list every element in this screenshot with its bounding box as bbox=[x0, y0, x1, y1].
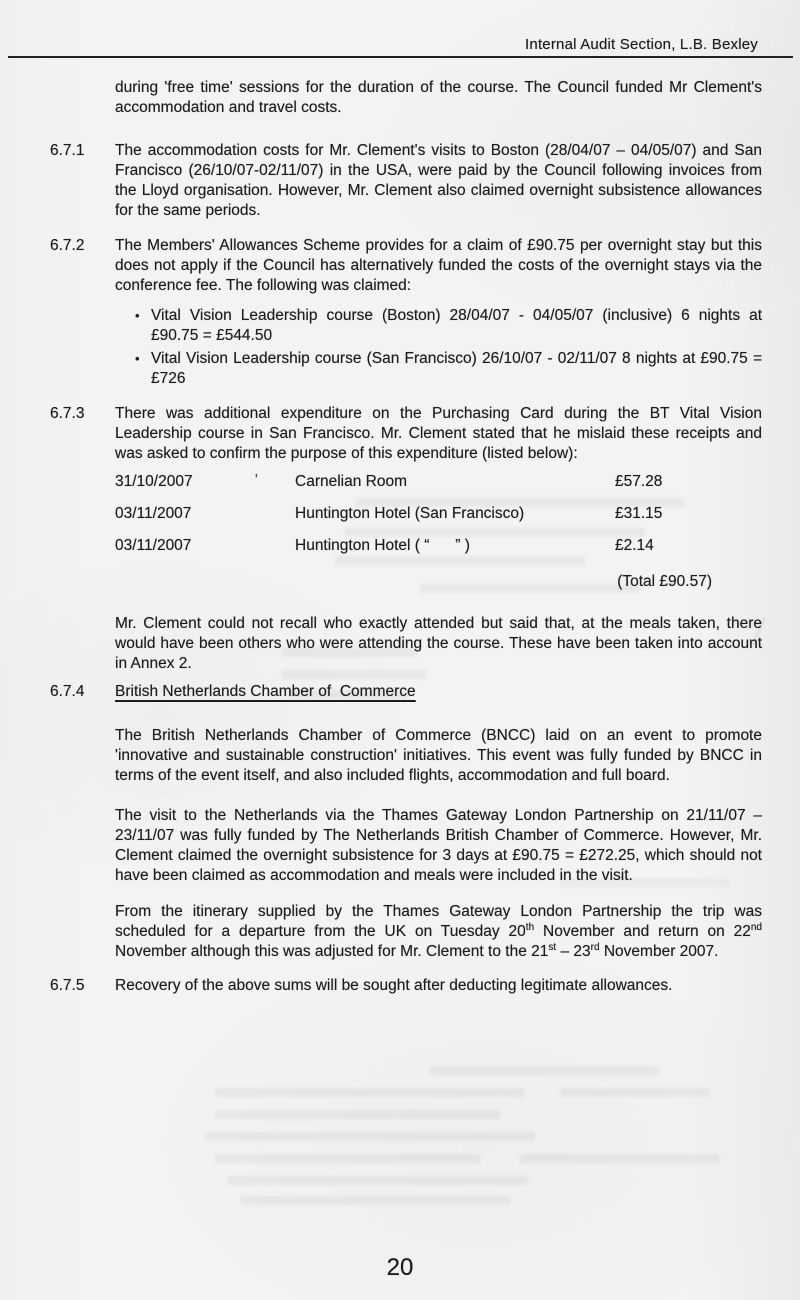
section-number-empty bbox=[50, 614, 115, 674]
intro-paragraph: during 'free time' sessions for the duration of the course. The Council funded Mr Clement's accommodation and travel costs. bbox=[115, 79, 762, 116]
section-paragraph: There was additional expenditure on the Purchasing Card during the BT Vital Vision Leadership course in San Francisco. Mr. Clement stated that he mislaid these receipts and was asked to confirm the purpose of this expenditure (listed below): bbox=[115, 405, 762, 462]
expense-amount: £57.28 bbox=[615, 473, 663, 490]
section-6-7-1 bbox=[50, 141, 762, 221]
section-6-7-2 bbox=[50, 236, 762, 296]
ordinal-superscript: nd bbox=[750, 921, 762, 933]
section-number: 6.7.1 bbox=[50, 142, 85, 159]
expense-amount: £2.14 bbox=[615, 537, 654, 554]
text-run: From the itinerary supplied by the Thames Gateway London Partnership the trip was scheduled for a departure from the UK on Tuesday 20 bbox=[115, 903, 762, 940]
expense-table-row-wrap bbox=[50, 472, 762, 614]
section-6-7-5 bbox=[50, 976, 762, 996]
section-number-empty bbox=[50, 902, 115, 962]
bncc-paragraph: The British Netherlands Chamber of Commerce (BNCC) laid on an event to promote 'innovative and sustainable construction' initiatives. This event was fully funded by BNCC in terms of the event itself, and also included flights, accommodation and full board. bbox=[115, 727, 762, 784]
claims-bullet-list bbox=[115, 306, 762, 392]
bullet-icon: • bbox=[135, 308, 140, 323]
scan-artifact-mark: ' bbox=[255, 471, 258, 488]
expense-description: Huntington Hotel ( “ ” ) bbox=[295, 537, 470, 554]
section-number-empty bbox=[50, 78, 115, 118]
expense-description: Carnelian Room bbox=[295, 473, 407, 490]
section-number-empty bbox=[50, 726, 115, 786]
section-paragraph: The Members' Allowances Scheme provides for a claim of £90.75 per overnight stay but this does not apply if the Council has alternatively funded the costs of the overnight stays via the conference fee. The following was claimed: bbox=[115, 237, 762, 294]
section-6-7-3-note bbox=[50, 614, 762, 674]
expense-date: 31/10/2007 bbox=[115, 473, 193, 490]
section-number: 6.7.3 bbox=[50, 405, 85, 422]
text-run: – 23 bbox=[556, 943, 591, 960]
page-number: 20 bbox=[386, 1254, 414, 1281]
itinerary-paragraph bbox=[115, 902, 762, 962]
bncc-paragraph-row bbox=[50, 726, 762, 786]
page-header bbox=[0, 0, 800, 58]
table-row bbox=[115, 472, 762, 492]
itinerary-paragraph-row bbox=[50, 902, 762, 962]
bullet-text: Vital Vision Leadership course (San Francisco) 26/10/07 - 02/11/07 8 nights at £90.75 = £726 bbox=[151, 350, 762, 387]
section-number-empty bbox=[50, 472, 115, 614]
section-number: 6.7.4 bbox=[50, 683, 85, 700]
section-number-empty bbox=[50, 306, 115, 392]
document-body bbox=[50, 78, 762, 996]
ordinal-superscript: st bbox=[548, 941, 557, 953]
section-number: 6.7.2 bbox=[50, 237, 85, 254]
section-paragraph: Recovery of the above sums will be sought after deducting legitimate allowances. bbox=[115, 977, 673, 994]
text-run: November and return on 22 bbox=[534, 923, 751, 940]
note-paragraph: Mr. Clement could not recall who exactly attended but said that, at the meals taken, there would have been others who were attending the course. These have been taken into account in Annex 2. bbox=[115, 615, 762, 672]
section-6-7-4 bbox=[50, 682, 762, 702]
text-run: November 2007. bbox=[599, 943, 719, 960]
expense-table bbox=[115, 472, 762, 614]
expense-date: 03/11/2007 bbox=[115, 537, 192, 554]
bullet-icon: • bbox=[135, 351, 140, 366]
ordinal-superscript: th bbox=[525, 921, 535, 933]
ordinal-superscript: rd bbox=[590, 941, 600, 953]
text-run: November although this was adjusted for Mr. Clement to the 21 bbox=[115, 943, 549, 960]
expense-total: (Total £90.57) bbox=[617, 573, 712, 590]
netherlands-visit-paragraph: The visit to the Netherlands via the Thames Gateway London Partnership on 21/11/07 – 23/11/07 was fully funded by The Netherlands British Chamber of Commerce. However, Mr. Clement claimed the overnight subsistence for 3 days at £90.75 = £272.25, which should not have been claimed as accommodation and meals were included in the visit. bbox=[115, 807, 762, 884]
list-item bbox=[135, 349, 762, 389]
section-paragraph: The accommodation costs for Mr. Clement's visits to Boston (28/04/07 – 04/05/07) and San Francisco (26/10/07-02/11/07) in the USA, were paid by the Council following invoices from the Lloyd organisation. However, Mr. Clement also claimed overnight subsistence allowances for the same periods. bbox=[115, 142, 762, 219]
section-number: 6.7.5 bbox=[50, 977, 85, 994]
header-title: Internal Audit Section, L.B. Bexley bbox=[525, 36, 758, 53]
header-rule bbox=[8, 56, 793, 58]
section-number-empty bbox=[50, 806, 115, 886]
netherlands-visit-paragraph-row bbox=[50, 806, 762, 886]
expense-description: Huntington Hotel (San Francisco) bbox=[295, 505, 525, 522]
section-6-7-3 bbox=[50, 404, 762, 464]
list-item bbox=[135, 306, 762, 346]
expense-amount: £31.15 bbox=[615, 505, 663, 522]
section-heading: British Netherlands Chamber of Commerce bbox=[115, 683, 416, 700]
intro-section bbox=[50, 78, 762, 118]
bullet-text: Vital Vision Leadership course (Boston) 28/04/07 - 04/05/07 (inclusive) 6 nights at £90.75 = £544.50 bbox=[151, 307, 762, 344]
table-row bbox=[115, 504, 762, 524]
table-row bbox=[115, 536, 762, 556]
expense-date: 03/11/2007 bbox=[115, 505, 192, 522]
claims-bullet-list-row bbox=[50, 306, 762, 392]
